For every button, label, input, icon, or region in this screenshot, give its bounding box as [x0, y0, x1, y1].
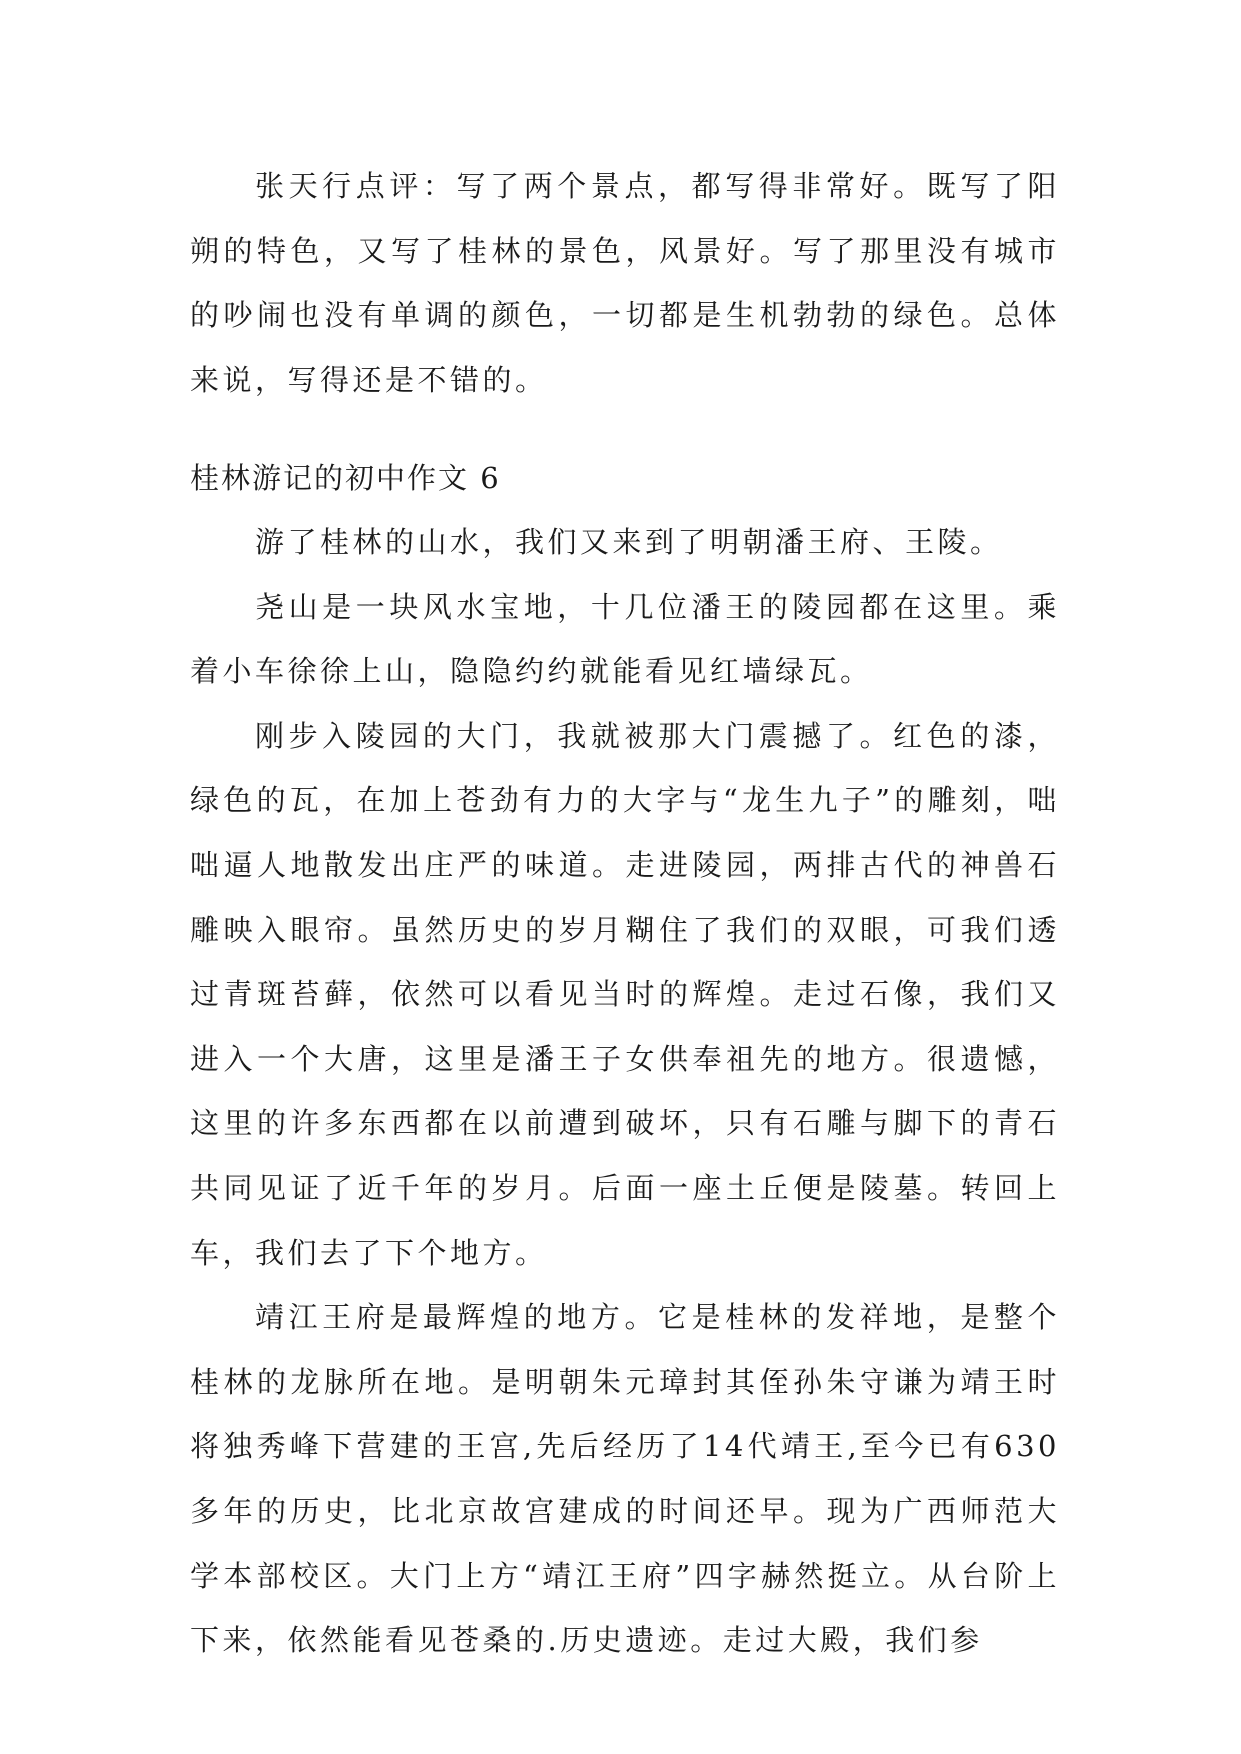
- essay-paragraph: 游了桂林的山水，我们又来到了明朝潘王府、王陵。: [255, 525, 1003, 559]
- essay-paragraph: 尧山是一块风水宝地，十几位潘王的陵园都在这里。乘着小车徐徐上山，隐隐约约就能看见红墙绿瓦。: [190, 589, 1060, 689]
- essay-body: [190, 510, 1060, 1673]
- review-section: [190, 154, 1060, 412]
- essay-title: 桂林游记的初中作文 6: [190, 461, 501, 495]
- essay-paragraph: 靖江王府是最辉煌的地方。它是桂林的发祥地，是整个桂林的龙脉所在地。是明朝朱元璋封其侄孙朱守谦为靖王时将独秀峰下营建的王宫,先后经历了14代靖王,至今已有630多年的历史，比北京故宫建成的时间还早。现为广西师范大学本部校区。大门上方“靖江王府”四字赫然挺立。从台阶上下来，依然能看见苍桑的.历史遗迹。走过大殿，我们参: [190, 1300, 1060, 1658]
- review-paragraph: 张天行点评：写了两个景点，都写得非常好。既写了阳朔的特色，又写了桂林的景色，风景好。写了那里没有城市的吵闹也没有单调的颜色，一切都是生机勃勃的绿色。总体来说，写得还是不错的。: [190, 169, 1060, 397]
- essay-paragraph: 刚步入陵园的大门，我就被那大门震撼了。红色的漆，绿色的瓦，在加上苍劲有力的大字与“龙生九子”的雕刻，咄咄逼人地散发出庄严的味道。走进陵园，两排古代的神兽石雕映入眼帘。虽然历史的岁月糊住了我们的双眼，可我们透过青斑苔藓，依然可以看见当时的辉煌。走过石像，我们又进入一个大唐，这里是潘王子女供奉祖先的地方。很遗憾，这里的许多东西都在以前遭到破坏，只有石雕与脚下的青石共同见证了近千年的岁月。后面一座土丘便是陵墓。转回上车，我们去了下个地方。: [190, 718, 1060, 1270]
